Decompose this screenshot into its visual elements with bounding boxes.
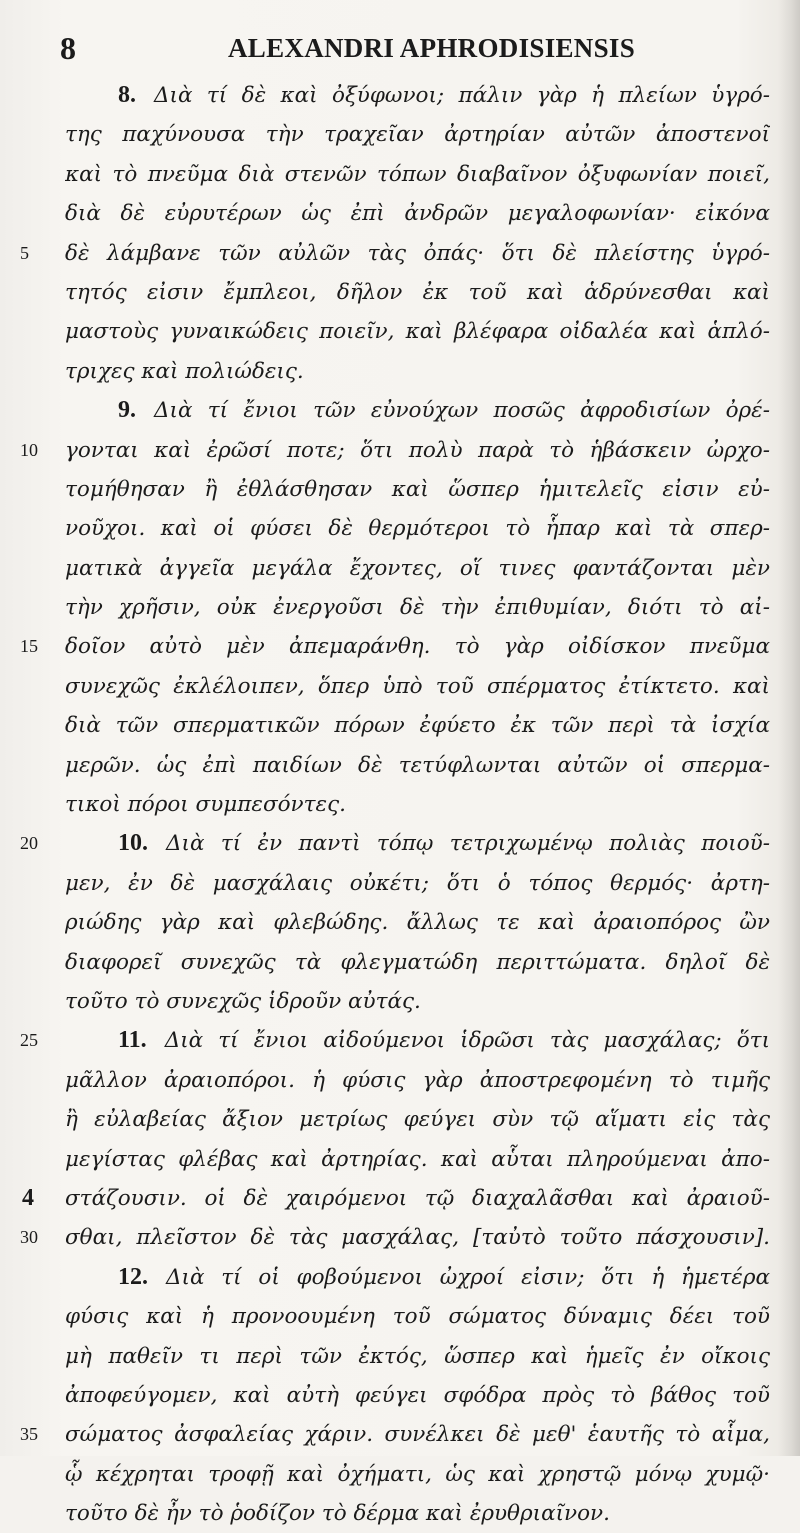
text-line: [0, 1179, 800, 1218]
text-line: [0, 1021, 800, 1060]
line-content: δὲ λάμβανε τῶν αὐλῶν τὰς ὀπάς· ὅτι δὲ πλείστης ὑγρό-: [65, 240, 770, 266]
line-text: [65, 509, 770, 548]
text-line: [0, 588, 800, 627]
line-text: [65, 273, 770, 312]
line-content: μαστοὺς γυναικώδεις ποιεῖν, καὶ βλέφαρα οἰδαλέα καὶ ἁπλό-: [65, 319, 770, 345]
line-content: Διὰ τί δὲ καὶ ὀξύφωνοι; πάλιν γὰρ ἡ πλείων ὑγρό-: [154, 83, 770, 108]
line-text: [65, 155, 770, 194]
line-text: [65, 549, 770, 588]
line-content: τικοὶ πόροι συμπεσόντες.: [65, 792, 346, 818]
line-text: [65, 706, 770, 745]
page-header: [0, 28, 800, 68]
line-text: [65, 1337, 770, 1376]
text-line: [0, 706, 800, 745]
line-content: της παχύνουσα τὴν τραχεῖαν ἀρτηρίαν αὐτῶν ἀποστενοῖ: [65, 122, 770, 148]
text-line: [0, 1455, 800, 1494]
line-content: Διὰ τί ἔνιοι αἰδούμενοι ἱδρῶσι τὰς μασχάλας; ὅτι: [164, 1028, 770, 1054]
text-line: [0, 1337, 800, 1376]
line-content: διαφορεῖ συνεχῶς τὰ φλεγματώδη περιττώματα. δηλοῖ δὲ: [65, 949, 770, 975]
line-content: Διὰ τί ἐν παντὶ τόπῳ τετριχωμένῳ πολιὰς ποιοῦ-: [166, 831, 770, 857]
line-text: [65, 667, 770, 706]
line-number: 5: [20, 242, 29, 263]
line-content: μὴ παθεῖν τι περὶ τῶν ἐκτός, ὥσπερ καὶ ἡμεῖς ἐν οἴκοις: [65, 1343, 770, 1369]
line-content: μεν, ἐν δὲ μασχάλαις οὐκέτι; ὅτι ὁ τόπος θερμός· ἀρτη-: [65, 870, 770, 896]
line-text: [65, 588, 770, 627]
line-text: [65, 746, 770, 785]
line-content: ᾧ κέχρηται τροφῇ καὶ ὀχήματι, ὡς καὶ χρηστῷ μόνῳ χυμῷ·: [65, 1461, 770, 1487]
line-text: [118, 1258, 770, 1297]
signature-mark: 4: [22, 1184, 34, 1211]
line-text: [65, 470, 770, 509]
line-text: [65, 1218, 770, 1257]
line-text: [65, 1297, 770, 1336]
line-text: [65, 903, 770, 942]
line-text: [65, 1140, 770, 1179]
line-text: [65, 431, 770, 470]
line-number: 20: [20, 833, 38, 854]
line-text: [118, 391, 770, 430]
line-text: [65, 1494, 770, 1533]
line-content: δοῖον αὐτὸ μὲν ἀπεμαράνθη. τὸ γὰρ οἰδίσκον πνεῦμα: [65, 634, 770, 660]
text-line: [0, 431, 800, 470]
line-text: [65, 943, 770, 982]
line-text: [65, 1100, 770, 1139]
text-line: [0, 864, 800, 903]
line-content: ριώδης γὰρ καὶ φλεβώδης. ἄλλως τε καὶ ἀραιοπόρος ὢν: [65, 910, 770, 936]
text-line: [0, 155, 800, 194]
line-content: καὶ τὸ πνεῦμα διὰ στενῶν τόπων διαβαῖνον ὀξυφωνίαν ποιεῖ,: [65, 161, 770, 187]
line-content: ματικὰ ἀγγεῖα μεγάλα ἔχοντες, οἵ τινες φαντάζονται μὲν: [65, 555, 770, 581]
line-text: [118, 824, 770, 863]
text-line: [0, 903, 800, 942]
line-text: [65, 194, 770, 233]
line-content: νοῦχοι. καὶ οἱ φύσει δὲ θερμότεροι τὸ ἧπαρ καὶ τὰ σπερ-: [65, 516, 770, 542]
line-text: [65, 1179, 770, 1218]
line-content: Διὰ τί ἔνιοι τῶν εὐνούχων ποσῶς ἀφροδισίων ὀρέ-: [154, 398, 770, 424]
text-line: [0, 1100, 800, 1139]
text-line: [0, 627, 800, 666]
text-line: [0, 115, 800, 154]
line-content: συνεχῶς ἐκλέλοιπεν, ὅπερ ὑπὸ τοῦ σπέρματος ἐτίκτετο. καὶ: [65, 673, 770, 699]
text-line: [0, 76, 800, 115]
line-content: διὰ τῶν σπερματικῶν πόρων ἐφύετο ἐκ τῶν περὶ τὰ ἰσχία: [65, 713, 770, 739]
text-line: [0, 352, 800, 391]
line-content: Διὰ τί οἱ φοβούμενοι ὠχροί εἰσιν; ὅτι ἡ ἡμετέρα: [166, 1264, 770, 1290]
line-text: [65, 785, 770, 824]
line-text: [65, 982, 770, 1021]
line-content: τοῦτο τὸ συνεχῶς ἱδροῦν αὐτάς.: [65, 988, 421, 1014]
line-content: μερῶν. ὡς ἐπὶ παιδίων δὲ τετύφλωνται αὐτῶν οἱ σπερμα-: [65, 752, 770, 778]
line-content: στάζουσιν. οἱ δὲ χαιρόμενοι τῷ διαχαλᾶσθαι καὶ ἀραιοῦ-: [65, 1185, 770, 1211]
text-line: [0, 1061, 800, 1100]
line-text: [65, 864, 770, 903]
line-content: τητός εἰσιν ἔμπλεοι, δῆλον ἐκ τοῦ καὶ ἁδρύνεσθαι καὶ: [65, 279, 770, 305]
line-content: ἢ εὐλαβείας ἄξιον μετρίως φεύγει σὺν τῷ αἵματι εἰς τὰς: [65, 1107, 770, 1133]
text-line: [0, 1140, 800, 1179]
text-line: [0, 1258, 800, 1297]
line-content: σθαι, πλεῖστον δὲ τὰς μασχάλας, [ταὐτὸ τοῦτο πάσχουσιν].: [65, 1225, 770, 1251]
line-text: [65, 627, 770, 666]
section-number: 10.: [118, 830, 148, 857]
line-content: μᾶλλον ἀραιοπόροι. ἡ φύσις γὰρ ἀποστρεφομένη τὸ τιμῆς: [65, 1067, 770, 1093]
text-line: [0, 273, 800, 312]
running-head: ALEXANDRI APHRODISIENSIS: [228, 33, 636, 63]
line-text: [65, 1455, 770, 1494]
text-line: [0, 194, 800, 233]
line-number: 10: [20, 439, 38, 460]
text-line: [0, 785, 800, 824]
line-content: τομήθησαν ἢ ἐθλάσθησαν καὶ ὥσπερ ἡμιτελεῖς εἰσιν εὐ-: [65, 476, 770, 502]
line-number: 15: [20, 636, 38, 657]
text-line: [0, 549, 800, 588]
text-line: [0, 943, 800, 982]
text-line: [0, 509, 800, 548]
text-line: [0, 1494, 800, 1533]
line-number: 35: [20, 1424, 38, 1445]
body-text: [0, 76, 800, 1533]
line-text: [65, 115, 770, 154]
section-number: 12.: [118, 1263, 148, 1290]
line-content: γονται καὶ ἐρῶσί ποτε; ὅτι πολὺ παρὰ τὸ ἡβάσκειν ὠρχο-: [65, 437, 770, 463]
line-text: [65, 312, 770, 351]
text-line: [0, 234, 800, 273]
line-text: [65, 1415, 770, 1454]
text-line: [0, 1218, 800, 1257]
line-number: 30: [20, 1227, 38, 1248]
line-text: [118, 1021, 770, 1060]
line-number: 25: [20, 1030, 38, 1051]
text-line: [0, 1297, 800, 1336]
line-text: [65, 352, 770, 391]
line-content: τὴν χρῆσιν, οὐκ ἐνεργοῦσι δὲ τὴν ἐπιθυμίαν, διότι τὸ αἰ-: [65, 595, 770, 621]
page-number: 8: [60, 30, 76, 66]
line-content: μεγίστας φλέβας καὶ ἀρτηρίας. καὶ αὗται πληρούμεναι ἀπο-: [65, 1146, 770, 1172]
text-line: [0, 824, 800, 863]
text-line: [0, 470, 800, 509]
line-content: διὰ δὲ εὐρυτέρων ὡς ἐπὶ ἀνδρῶν μεγαλοφωνίαν· εἰκόνα: [65, 201, 770, 227]
text-line: [0, 1376, 800, 1415]
text-line: [0, 312, 800, 351]
line-text: [65, 1376, 770, 1415]
line-content: τοῦτο δὲ ἦν τὸ ῥοδίζον τὸ δέρμα καὶ ἐρυθριαῖνον.: [65, 1501, 610, 1527]
text-line: [0, 746, 800, 785]
line-content: ἀποφεύγομεν, καὶ αὐτὴ φεύγει σφόδρα πρὸς τὸ βάθος τοῦ: [65, 1382, 770, 1408]
text-line: [0, 982, 800, 1021]
line-text: [65, 1061, 770, 1100]
section-number: 8.: [118, 82, 136, 108]
text-line: [0, 391, 800, 430]
line-text: [118, 76, 770, 115]
section-number: 9.: [118, 397, 136, 424]
line-text: [65, 234, 770, 273]
line-content: φύσις καὶ ἡ προνοουμένη τοῦ σώματος δύναμις δέει τοῦ: [65, 1304, 770, 1330]
line-content: τριχες καὶ πολιώδεις.: [65, 358, 304, 384]
line-content: σώματος ἀσφαλείας χάριν. συνέλκει δὲ μεθ' ἑαυτῆς τὸ αἷμα,: [65, 1422, 770, 1448]
section-number: 11.: [118, 1027, 147, 1054]
text-line: [0, 1415, 800, 1454]
text-line: [0, 667, 800, 706]
